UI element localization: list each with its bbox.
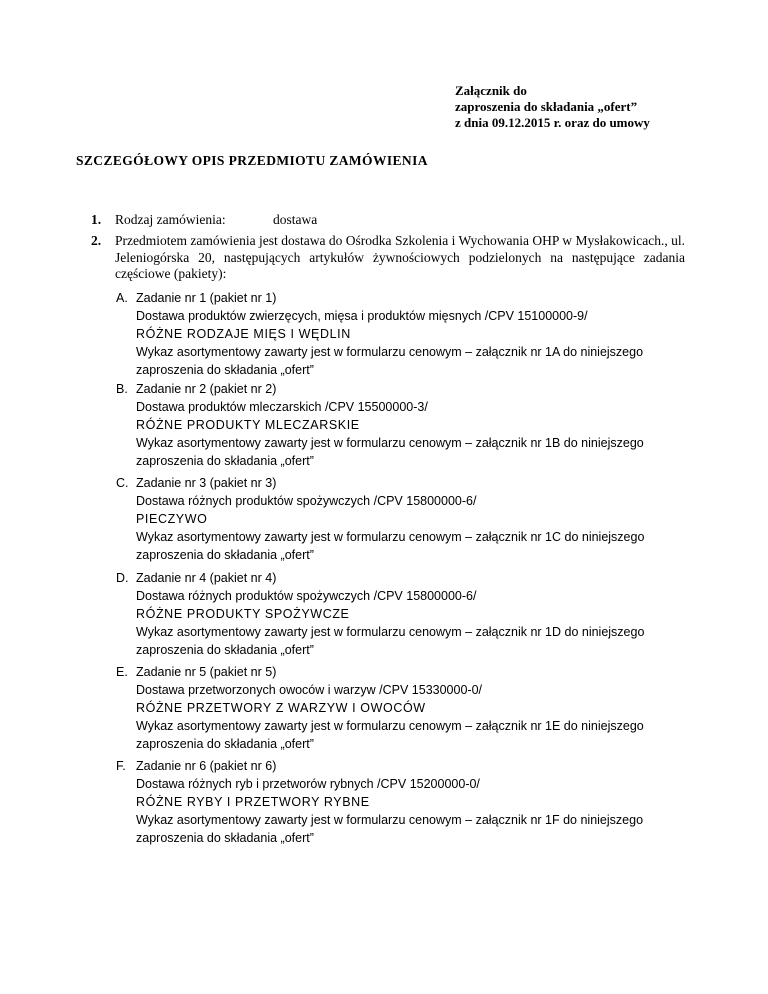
task-title: Zadanie nr 2 (pakiet nr 2) xyxy=(136,382,277,396)
task-description: Dostawa różnych ryb i przetworów rybnych /CPV 15200000-0/ xyxy=(136,777,480,792)
task-reference: zaproszenia do składania „ofert” xyxy=(136,831,314,846)
task-letter: F. xyxy=(116,759,126,773)
document-title: SZCZEGÓŁOWY OPIS PRZEDMIOTU ZAMÓWIENIA xyxy=(76,153,428,168)
task-assortment: Wykaz asortymentowy zawarty jest w formularzu cenowym – załącznik nr 1E do niniejszego xyxy=(136,719,644,734)
order-type-value: dostawa xyxy=(273,212,318,227)
task-assortment: Wykaz asortymentowy zawarty jest w formularzu cenowym – załącznik nr 1D do niniejszego xyxy=(136,625,645,640)
attachment-header-line: z dnia 09.12.2015 r. oraz do umowy xyxy=(455,115,650,130)
task-item-a xyxy=(116,289,716,379)
task-title: Zadanie nr 1 (pakiet nr 1) xyxy=(136,291,277,305)
task-reference: zaproszenia do składania „ofert” xyxy=(136,548,314,563)
task-description: Dostawa różnych produktów spożywczych /CPV 15800000-6/ xyxy=(136,494,477,509)
task-title: Zadanie nr 3 (pakiet nr 3) xyxy=(136,476,277,490)
task-item-f xyxy=(116,757,716,847)
attachment-header-line: zaproszenia do składania „ofert” xyxy=(455,99,638,114)
task-item-e xyxy=(116,663,716,753)
task-category: PIECZYWO xyxy=(136,512,208,527)
task-reference: zaproszenia do składania „ofert” xyxy=(136,643,314,658)
task-letter: B. xyxy=(116,382,128,396)
task-description: Dostawa różnych produktów spożywczych /CPV 15800000-6/ xyxy=(136,589,477,604)
task-category: RÓŻNE RYBY I PRZETWORY RYBNE xyxy=(136,795,370,810)
task-category: RÓŻNE PRODUKTY MLECZARSKIE xyxy=(136,418,360,433)
task-assortment: Wykaz asortymentowy zawarty jest w formularzu cenowym – załącznik nr 1B do niniejszego xyxy=(136,436,644,451)
task-assortment: Wykaz asortymentowy zawarty jest w formularzu cenowym – załącznik nr 1F do niniejszego xyxy=(136,813,644,828)
task-title: Zadanie nr 4 (pakiet nr 4) xyxy=(136,571,277,585)
order-type-label: Rodzaj zamówienia: xyxy=(115,212,226,227)
task-reference: zaproszenia do składania „ofert” xyxy=(136,737,314,752)
task-description: Dostawa przetworzonych owoców i warzyw /CPV 15330000-0/ xyxy=(136,683,482,698)
point-order-subject xyxy=(91,233,685,283)
task-description: Dostawa produktów zwierzęcych, mięsa i produktów mięsnych /CPV 15100000-9/ xyxy=(136,309,588,324)
task-assortment: Wykaz asortymentowy zawarty jest w formularzu cenowym – załącznik nr 1A do niniejszego xyxy=(136,345,644,360)
attachment-header xyxy=(455,83,650,131)
task-letter: E. xyxy=(116,665,128,679)
task-title: Zadanie nr 6 (pakiet nr 6) xyxy=(136,759,277,773)
task-assortment: Wykaz asortymentowy zawarty jest w formularzu cenowym – załącznik nr 1C do niniejszego xyxy=(136,530,645,545)
task-reference: zaproszenia do składania „ofert” xyxy=(136,363,314,378)
task-letter: A. xyxy=(116,291,128,305)
task-category: RÓŻNE PRZETWORY Z WARZYW I OWOCÓW xyxy=(136,701,426,716)
order-subject-text: Przedmiotem zamówienia jest dostawa do Ośrodka Szkolenia i Wychowania OHP w Mysłakowicach., ul. Jeleniogórska 20, następujących artykułów żywnościowych podzielonych na następujące zadania częściowe (pakiety): xyxy=(115,233,685,281)
point-number: 1. xyxy=(91,212,102,227)
point-order-type xyxy=(91,212,691,229)
task-description: Dostawa produktów mleczarskich /CPV 15500000-3/ xyxy=(136,400,428,415)
task-item-b xyxy=(116,380,716,470)
point-number: 2. xyxy=(91,233,102,248)
task-reference: zaproszenia do składania „ofert” xyxy=(136,454,314,469)
task-category: RÓŻNE RODZAJE MIĘS I WĘDLIN xyxy=(136,327,351,342)
task-letter: D. xyxy=(116,571,129,585)
task-item-c xyxy=(116,474,716,564)
task-item-d xyxy=(116,569,716,659)
task-category: RÓŻNE PRODUKTY SPOŻYWCZE xyxy=(136,607,350,622)
task-letter: C. xyxy=(116,476,129,490)
task-title: Zadanie nr 5 (pakiet nr 5) xyxy=(136,665,277,679)
attachment-header-line: Załącznik do xyxy=(455,83,527,98)
